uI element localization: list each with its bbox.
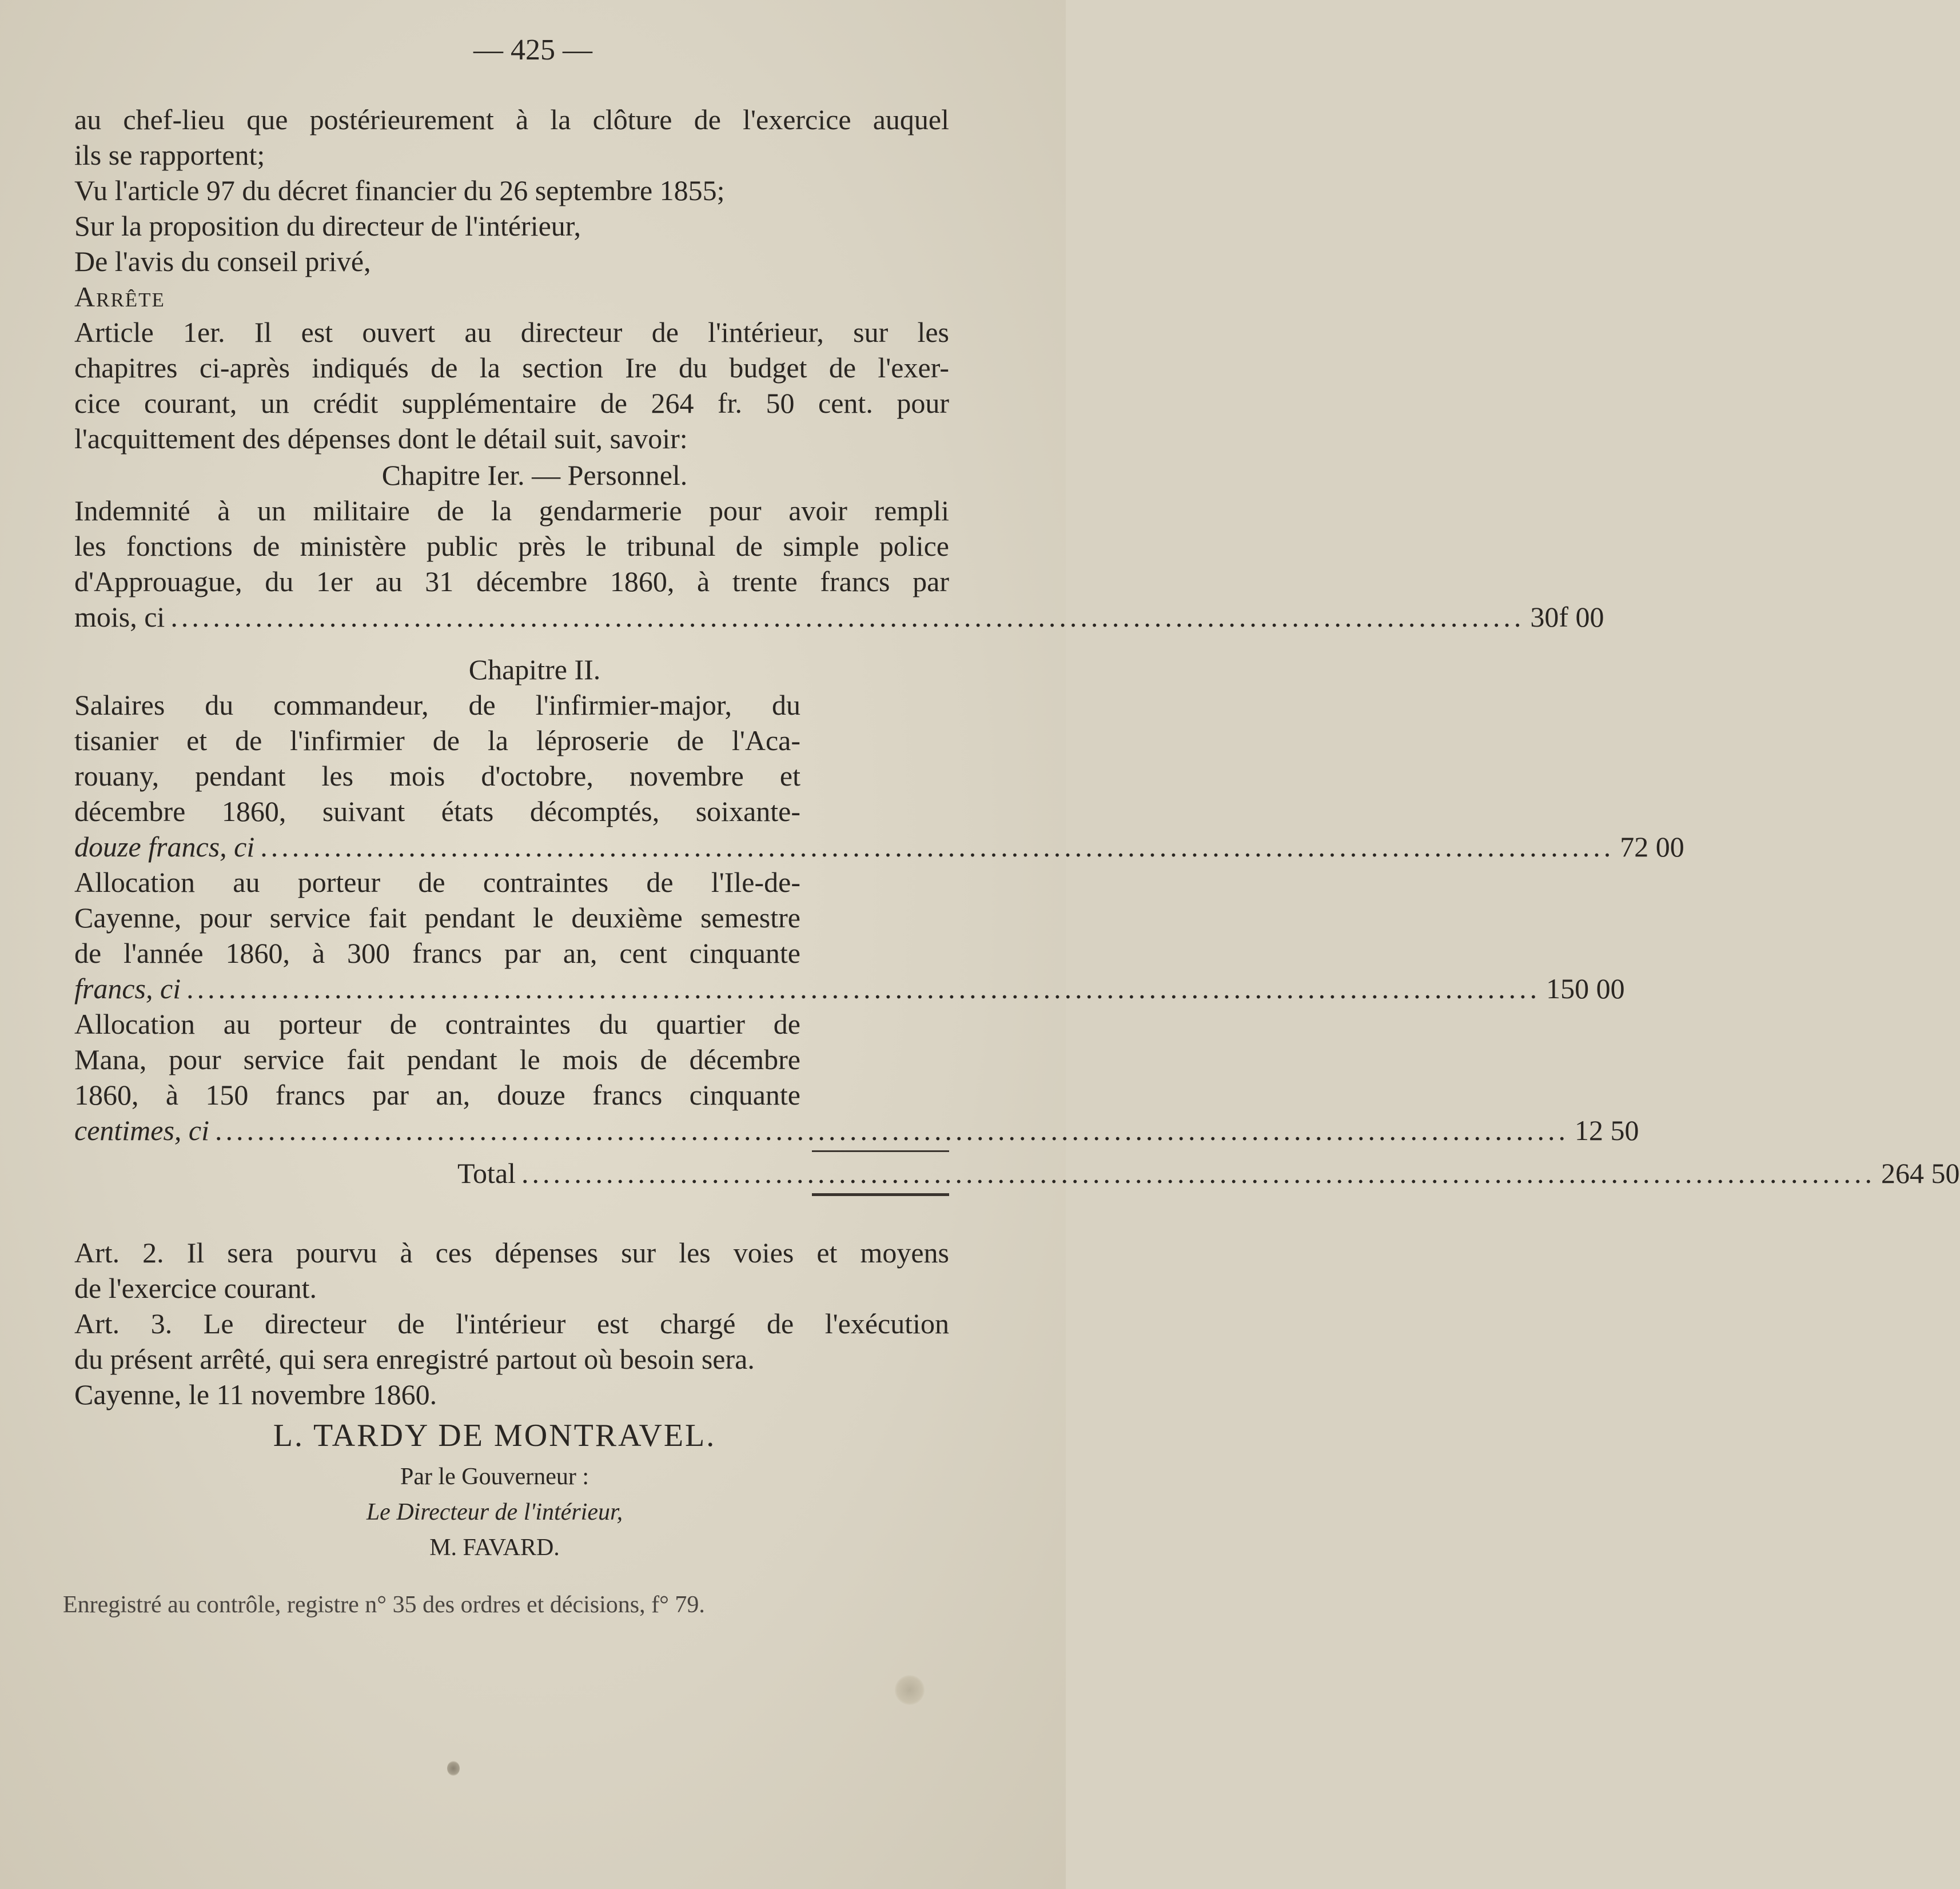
chapter-2-title: Chapitre II.	[468, 653, 601, 686]
article-1	[74, 314, 949, 456]
opening-paragraph	[74, 102, 949, 314]
row-label: centimes, ci	[74, 1114, 210, 1146]
text-line: de l'année 1860, à 300 francs par an, cent cinquante	[74, 937, 800, 969]
sur-line: Sur la proposition du directeur de l'intérieur,	[74, 210, 581, 242]
leader-dots: ................................................................................................................................	[260, 831, 1615, 863]
text-line: décembre 1860, suivant états décomptés, soixante-	[74, 795, 800, 827]
text-line: cice courant, un crédit supplémentaire de 264 fr. 50 cent. pour	[74, 387, 949, 419]
row-amount: 72 00	[1620, 831, 1684, 863]
text-line: rouany, pendant les mois d'octobre, novembre et	[74, 760, 800, 792]
de-line: De l'avis du conseil privé,	[74, 245, 371, 277]
chapter-1-title: Chapitre Ier. — Personnel.	[381, 459, 688, 491]
text-line: chapitres ci-après indiqués de la section Ire du budget de l'exer-	[74, 352, 949, 384]
directeur-title: Le Directeur de l'intérieur,	[366, 1499, 623, 1525]
amount-row	[74, 599, 1604, 635]
row-label: douze francs, ci	[74, 831, 255, 863]
text-line: Art. 3. Le directeur de l'intérieur est chargé de l'exécution	[74, 1308, 949, 1340]
page-number: — 425 —	[473, 34, 592, 66]
total-label: Total	[457, 1157, 516, 1189]
enregistre-line: Enregistré au contrôle, registre n° 35 des ordres et décisions, f° 79.	[63, 1592, 705, 1618]
amount-row	[74, 1113, 1639, 1148]
total-row	[74, 1155, 1960, 1191]
signature-block	[74, 1418, 949, 1565]
text-line: les fonctions de ministère public près le tribunal de simple police	[74, 530, 949, 562]
favard-signature: M. FAVARD.	[429, 1535, 560, 1561]
subtotal-rule	[812, 1150, 949, 1152]
text-line: d'Approuague, du 1er au 31 décembre 1860, à trente francs par	[74, 565, 949, 597]
text-line: ils se rapportent;	[74, 139, 265, 171]
governor-signature: L. TARDY DE MONTRAVEL.	[273, 1418, 716, 1453]
chapter-1	[74, 457, 1604, 635]
text-line: au chef-lieu que postérieurement à la clôture de l'exercice auquel	[74, 103, 949, 136]
amount-row	[74, 829, 1684, 864]
leader-dots: ................................................................................................................................	[170, 601, 1525, 633]
leader-dots: ................................................................................................................................	[521, 1157, 1876, 1189]
enregistrement-note	[63, 1587, 978, 1623]
total-amount: 264 50	[1881, 1157, 1960, 1189]
text-line: Allocation au porteur de contraintes de l'Ile-de-	[74, 866, 800, 898]
paper-stain	[447, 1761, 460, 1776]
text-line: tisanier et de l'infirmier de la léproserie de l'Aca-	[74, 724, 800, 756]
row-label: francs, ci	[74, 973, 181, 1005]
chapter-2	[74, 652, 1960, 1196]
text-line: Salaires du commandeur, de l'infirmier-major, du	[74, 689, 800, 721]
vu-line: Vu l'article 97 du décret financier du 26 septembre 1855;	[74, 174, 725, 206]
row-amount: 30f 00	[1530, 601, 1604, 633]
text-line: de l'exercice courant.	[74, 1272, 317, 1304]
text-line: Mana, pour service fait pendant le mois de décembre	[74, 1043, 800, 1075]
leader-dots: ................................................................................................................................	[186, 973, 1541, 1005]
text-line: Indemnité à un militaire de la gendarmerie pour avoir rempli	[74, 495, 949, 527]
paper-stain	[895, 1675, 925, 1705]
text-line: 1860, à 150 francs par an, douze francs cinquante	[74, 1079, 800, 1111]
text-line: Allocation au porteur de contraintes du quartier de	[74, 1008, 800, 1040]
text-line: du présent arrêté, qui sera enregistré partout où besoin sera.	[74, 1343, 755, 1375]
text-line: l'acquittement des dépenses dont le détail suit, savoir:	[74, 423, 688, 455]
row-amount: 12 50	[1575, 1114, 1639, 1146]
text-line: Art. 2. Il sera pourvu à ces dépenses sur les voies et moyens	[74, 1237, 949, 1269]
total-rule	[812, 1193, 949, 1196]
text-line: Article 1er. Il est ouvert au directeur de l'intérieur, sur les	[74, 316, 949, 348]
leader-dots: ................................................................................................................................	[215, 1114, 1569, 1146]
articles-2-3	[74, 1235, 949, 1412]
arrete-heading: Arrête	[74, 281, 165, 313]
text-line: Cayenne, pour service fait pendant le deuxième semestre	[74, 902, 800, 934]
amount-row	[74, 971, 1625, 1006]
date-line: Cayenne, le 11 novembre 1860.	[74, 1378, 437, 1410]
row-amount: 150 00	[1546, 973, 1625, 1005]
par-le-gouverneur: Par le Gouverneur :	[400, 1464, 589, 1490]
row-label: mois, ci	[74, 601, 165, 633]
